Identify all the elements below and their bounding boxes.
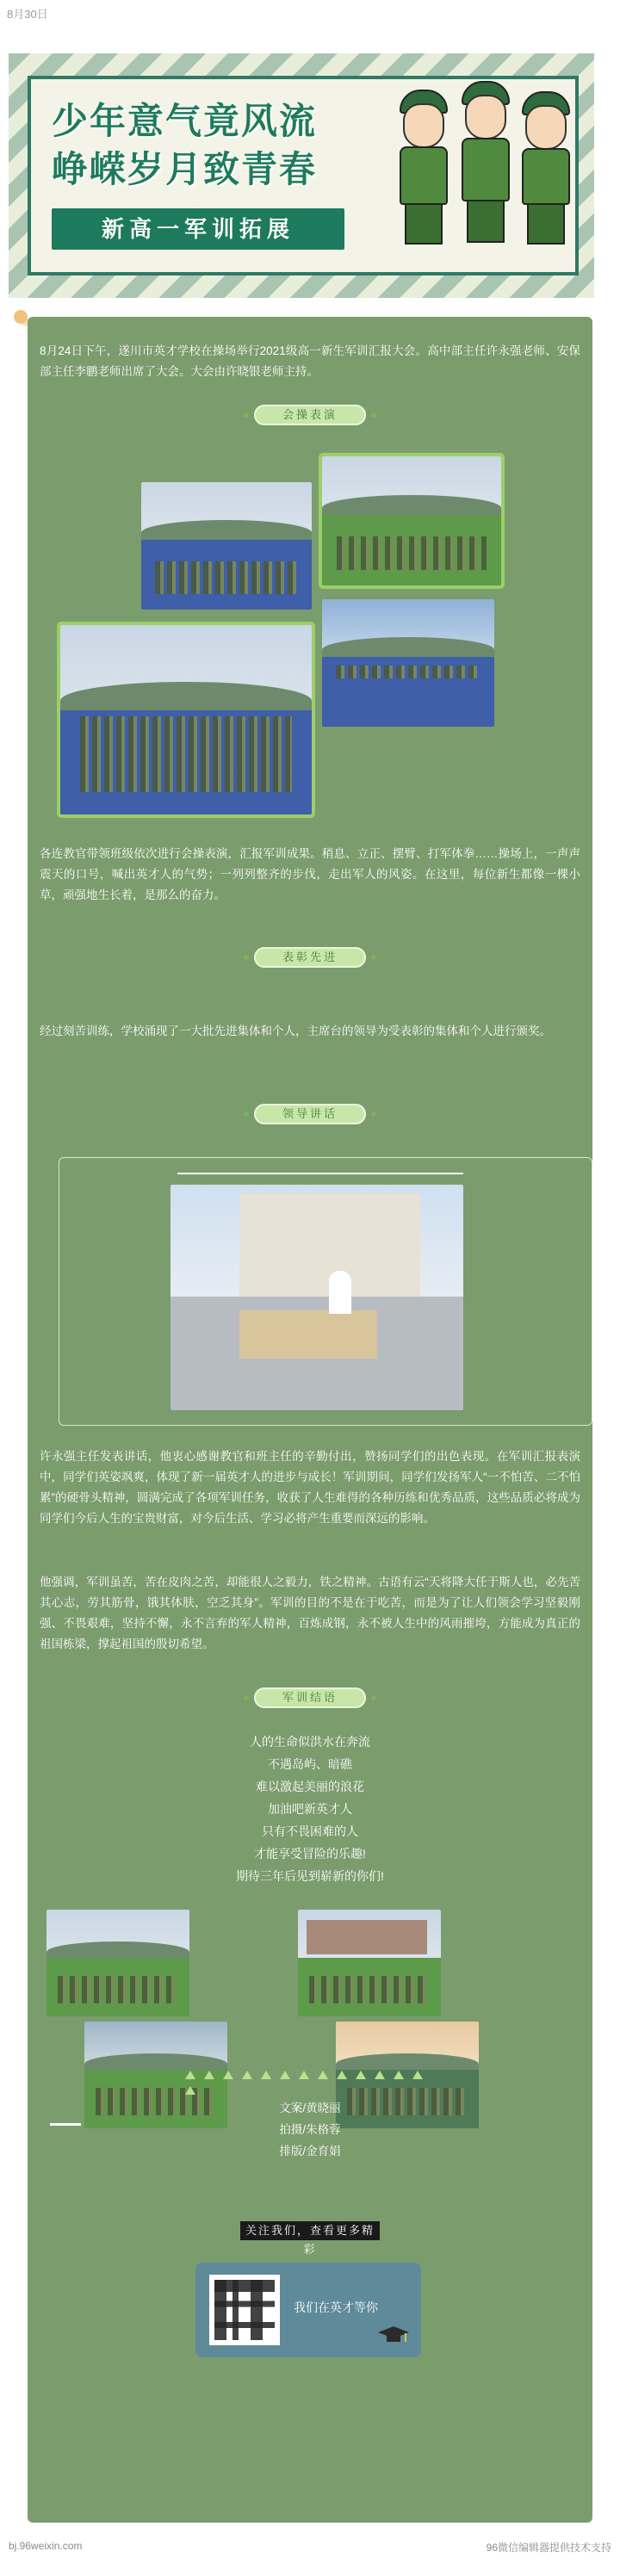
drill-paragraph: 各连教官带领班级依次进行会操表演，汇报军训成果。稍息、立正、摆臂、打军体拳……操场上，一声声震天的口号，喊出英才人的气势；一列列整齐的步伐，走出军人的风姿。在这里，每位新生都像一棵小草，顽强地生长着，是那么的奋力。 [40, 847, 580, 901]
banner-title-line2: 峥嵘岁月致青春 [52, 149, 318, 189]
triangle-divider-icon [181, 2068, 439, 2080]
qr-code-icon[interactable] [209, 2275, 280, 2345]
section-title-drill: 会操表演 [254, 405, 366, 425]
graduation-cap-icon [378, 2326, 409, 2345]
footer-credit: 96微信编辑器提供技术支持 [486, 2542, 611, 2554]
credits [40, 2097, 580, 2162]
credit-photographer: 拍摄/朱格蓉 [279, 2123, 341, 2136]
credit-layout: 排版/金育娟 [279, 2145, 341, 2158]
footer-domain[interactable]: bj.96weixin.com [9, 2540, 83, 2552]
drill-photo [322, 599, 494, 727]
drill-photo [141, 482, 312, 610]
poem-line: 人的生命似洪水在奔流 [250, 1735, 370, 1749]
poem-line: 难以激起美丽的浪花 [256, 1780, 364, 1793]
section-title-award: 表彰先进 [254, 947, 366, 968]
qr-caption: 我们在英才等你 [294, 2300, 378, 2314]
group-photo [298, 1910, 441, 2016]
poem-line: 只有不畏困难的人 [262, 1824, 358, 1838]
speech-paragraph-1: 许永强主任发表讲话，他衷心感谢教官和班主任的辛勤付出，赞扬同学们的出色表现。在军训汇报表演中，同学们英姿飒爽，体现了新一届英才人的进步与成长！军训期间，同学们发扬军人“一不怕苦、二不怕累”的硬骨头精神，圆满完成了各项军训任务，收获了人生难得的各种历练和优秀品质，这些品质必将成为同学们今后人生的宝贵财富，对今后生活、学习必将产生重要而深远的影响。 [40, 1450, 580, 1525]
banner-panel [28, 76, 579, 276]
award-paragraph: 经过刻苦训练，学校涌现了一大批先进集体和个人，主席台的领导为受表彰的集体和个人进行颁奖。 [40, 1025, 551, 1037]
credit-copywriter: 文案/黄晓丽 [279, 2102, 341, 2115]
qr-card [195, 2263, 421, 2357]
intro-paragraph: 8月24日下午，遂川市英才学校在操场举行2021级高一新生军训汇报大会。高中部主任许永强老师、安保部主任李鹏老师出席了大会。大会由许晓银老师主持。 [40, 344, 580, 378]
poem-line: 期待三年后见到崭新的你们! [236, 1869, 384, 1883]
banner-subtitle: 新高一军训拓展 [52, 208, 344, 250]
closing-poem [40, 1731, 580, 1887]
section-title-conclusion: 军训结语 [254, 1687, 366, 1708]
speech-paragraph-2: 他强调，军训虽苦，苦在皮肉之苦，却能很人之毅力，铁之精神。古语有云“天将降大任于斯人也，必先苦其心志，劳其筋骨，饿其体肤，空乏其身”。军训的目的不是在于吃苦，而是为了让人们领会学习坚毅刚强、不畏艰难，坚持不懈，永不言弃的军人精神，百炼成钢，永不被人生中的风雨摧垮，方能成为真正的祖国栋梁，撑起祖国的殷切希望。 [40, 1576, 580, 1650]
section-title-speech: 领导讲话 [254, 1104, 366, 1124]
drill-photo [322, 456, 501, 585]
drill-photo [60, 625, 312, 814]
speech-photo [170, 1185, 463, 1410]
flower-icon [14, 310, 28, 324]
publish-date: 8月30日 [7, 8, 48, 21]
banner-title-line1: 少年意气竟风流 [52, 101, 318, 141]
poem-line: 加油吧新英才人 [268, 1802, 352, 1816]
poem-line: 不遇岛屿、暗礁 [268, 1757, 352, 1771]
follow-us-label: 关注我们，查看更多精彩 [240, 2221, 380, 2240]
poem-line: 才能享受冒险的乐趣! [254, 1847, 366, 1861]
header-banner [9, 53, 594, 298]
group-photo [46, 1910, 189, 2016]
frame-rule [177, 1173, 463, 1174]
